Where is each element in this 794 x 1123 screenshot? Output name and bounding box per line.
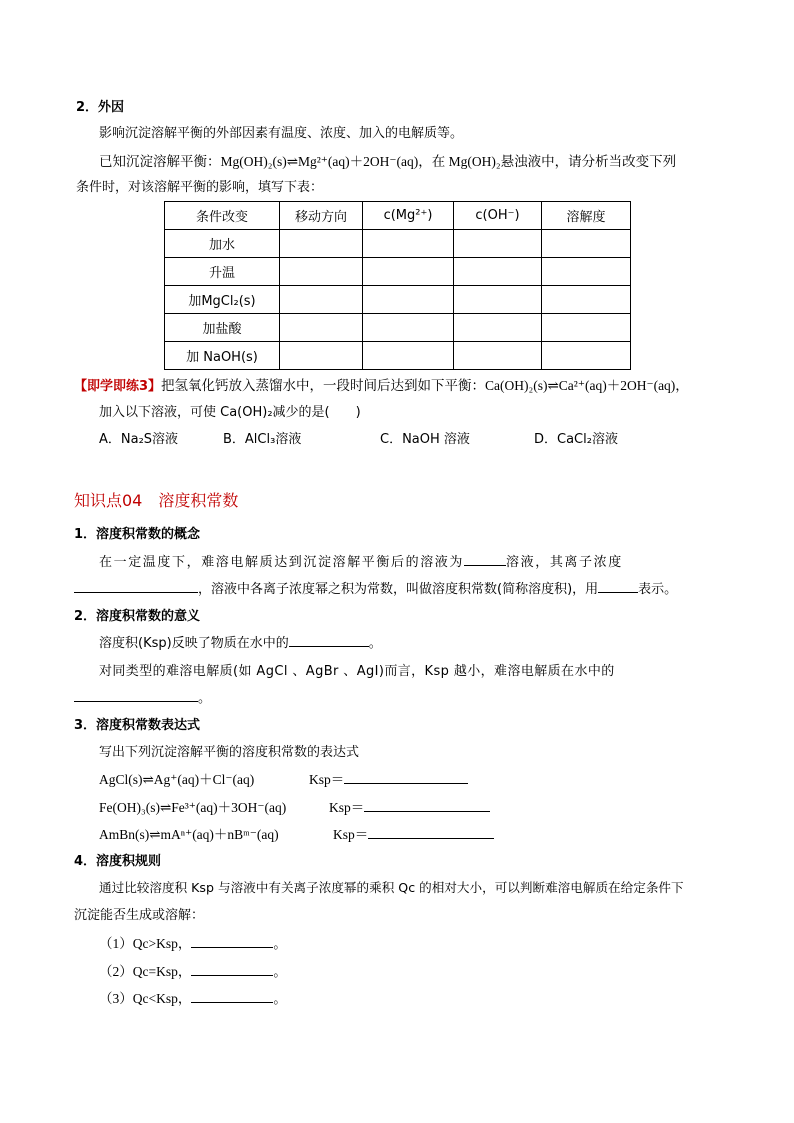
table-row <box>165 286 631 314</box>
rule-item-2 <box>99 960 286 980</box>
rule-item-1 <box>99 932 286 952</box>
ksp-label: Ksp＝ <box>333 827 369 842</box>
ksp-ambn <box>333 823 494 843</box>
concept-line-1 <box>99 551 623 570</box>
table-cell[interactable] <box>454 230 542 258</box>
table-header-row <box>165 202 631 230</box>
table-cell[interactable] <box>363 286 454 314</box>
expression-intro: 写出下列沉淀溶解平衡的溶度积常数的表达式 <box>99 745 360 760</box>
rule-item-text: （1）Qc>Ksp， <box>99 936 192 951</box>
table-cell[interactable] <box>454 314 542 342</box>
table-cell[interactable] <box>542 342 631 370</box>
rule-item-text: （3）Qc<Ksp， <box>99 991 192 1006</box>
table-cell[interactable] <box>280 342 363 370</box>
condition-table <box>164 201 631 370</box>
exercise-tag: 【即学即练3】 <box>74 379 162 394</box>
table-cell[interactable] <box>542 286 631 314</box>
paragraph-external-factors: 影响沉淀溶解平衡的外部因素有温度、浓度、加入的电解质等。 <box>99 126 464 141</box>
rule-item-3 <box>99 987 286 1007</box>
blank-ksp-feoh3[interactable] <box>364 799 490 812</box>
table-row-label: 加 NaOH(s) <box>165 342 280 370</box>
table-cell[interactable] <box>280 286 363 314</box>
meaning-line-1 <box>99 632 382 651</box>
blank-ksp-agcl[interactable] <box>344 771 468 784</box>
equation-feoh3: Fe(OH)₃(s)⇌Fe³⁺(aq)＋3OH⁻(aq) <box>99 800 287 815</box>
blank-dissolving-ability[interactable] <box>74 689 198 702</box>
rule-end: 。 <box>273 992 287 1007</box>
meaning-heading: 2．溶度积常数的意义 <box>74 609 201 624</box>
blank-rule-2[interactable] <box>191 963 273 976</box>
equation-ambn: AmBn(s)⇌mAⁿ⁺(aq)＋nBᵐ⁻(aq) <box>99 827 279 842</box>
option-d[interactable]: D．CaCl₂溶液 <box>534 432 618 447</box>
table-cell[interactable] <box>280 314 363 342</box>
concept-text: 溶液，其离子浓度 <box>506 555 623 570</box>
concept-text: 在一定温度下，难溶电解质达到沉淀溶解平衡后的溶液为 <box>99 555 465 570</box>
concept-heading: 1．溶度积常数的概念 <box>74 527 201 542</box>
table-row <box>165 342 631 370</box>
table-header: 条件改变 <box>165 202 280 230</box>
table-cell[interactable] <box>363 314 454 342</box>
table-cell[interactable] <box>363 258 454 286</box>
rule-paragraph-2: 沉淀能否生成或溶解： <box>74 908 205 923</box>
table-row-label: 升温 <box>165 258 280 286</box>
table-cell[interactable] <box>363 342 454 370</box>
option-b[interactable]: B．AlCl₃溶液 <box>223 432 302 447</box>
expression-heading: 3．溶度积常数表达式 <box>74 718 201 733</box>
ksp-label: Ksp＝ <box>329 800 365 815</box>
rule-heading: 4．溶度积规则 <box>74 854 162 869</box>
concept-text: ，溶液中各离子浓度幂之积为常数，叫做溶度积常数(简称溶度积)，用 <box>198 582 599 597</box>
paragraph-fill-table: 条件时，对该溶解平衡的影响，填写下表： <box>76 180 324 195</box>
table-row <box>165 230 631 258</box>
table-cell[interactable] <box>454 258 542 286</box>
table-cell[interactable] <box>542 258 631 286</box>
option-c[interactable]: C．NaOH 溶液 <box>380 432 470 447</box>
exercise-line <box>74 374 689 394</box>
blank-rule-1[interactable] <box>191 935 273 948</box>
meaning-end: 。 <box>198 691 212 706</box>
rule-paragraph-1: 通过比较溶度积 Ksp 与溶液中有关离子浓度幂的乘积 Qc 的相对大小，可以判断难溶电解质在给定条件下 <box>99 880 684 895</box>
table-cell[interactable] <box>280 230 363 258</box>
blank-rule-3[interactable] <box>191 990 273 1003</box>
rule-end: 。 <box>273 965 287 980</box>
section-heading-external: 2．外因 <box>76 100 125 115</box>
meaning-text: 溶度积(Ksp)反映了物质在水中的 <box>99 636 289 651</box>
blank-saturated[interactable] <box>464 553 506 566</box>
meaning-line-2: 对同类型的难溶电解质(如 AgCl 、AgBr 、AgI)而言，Ksp 越小，难溶电解质在水中的 <box>99 664 615 679</box>
blank-concentration[interactable] <box>74 580 198 593</box>
table-row <box>165 314 631 342</box>
table-cell[interactable] <box>454 342 542 370</box>
ksp-feoh3 <box>329 796 490 816</box>
concept-line-2 <box>74 578 677 597</box>
meaning-end: 。 <box>368 636 382 651</box>
paragraph-mgoh2-equilibrium: 已知沉淀溶解平衡：Mg(OH)₂(s)⇌Mg²⁺(aq)＋2OH⁻(aq)，在 Mg(OH)₂悬浊液中，请分析当改变下列 <box>99 154 677 169</box>
blank-ksp-ambn[interactable] <box>368 826 494 839</box>
table-row <box>165 258 631 286</box>
table-header: c(Mg²⁺) <box>363 202 454 230</box>
ksp-label: Ksp＝ <box>309 772 345 787</box>
table-cell[interactable] <box>454 286 542 314</box>
equation-agcl: AgCl(s)⇌Ag⁺(aq)＋Cl⁻(aq) <box>99 772 255 787</box>
rule-item-text: （2）Qc=Ksp， <box>99 964 192 979</box>
exercise-text: 把氢氧化钙放入蒸馏水中，一段时间后达到如下平衡：Ca(OH)₂(s)⇌Ca²⁺(aq)＋2OH⁻(aq)， <box>161 378 689 393</box>
meaning-line-3 <box>74 687 211 706</box>
ksp-agcl <box>309 768 468 788</box>
table-cell[interactable] <box>363 230 454 258</box>
table-header: c(OH⁻) <box>454 202 542 230</box>
table-cell[interactable] <box>542 230 631 258</box>
table-row-label: 加盐酸 <box>165 314 280 342</box>
table-header: 移动方向 <box>280 202 363 230</box>
table-row-label: 加MgCl₂(s) <box>165 286 280 314</box>
table-cell[interactable] <box>542 314 631 342</box>
concept-text: 表示。 <box>638 582 678 597</box>
table-header: 溶解度 <box>542 202 631 230</box>
rule-end: 。 <box>273 937 287 952</box>
table-cell[interactable] <box>280 258 363 286</box>
exercise-question: 加入以下溶液，可使 Ca(OH)₂减少的是( ) <box>99 405 361 420</box>
blank-solubility[interactable] <box>289 634 369 647</box>
option-a[interactable]: A．Na₂S溶液 <box>99 432 179 447</box>
section-title: 知识点04 溶度积常数 <box>74 491 239 510</box>
table-row-label: 加水 <box>165 230 280 258</box>
blank-symbol[interactable] <box>598 580 638 593</box>
